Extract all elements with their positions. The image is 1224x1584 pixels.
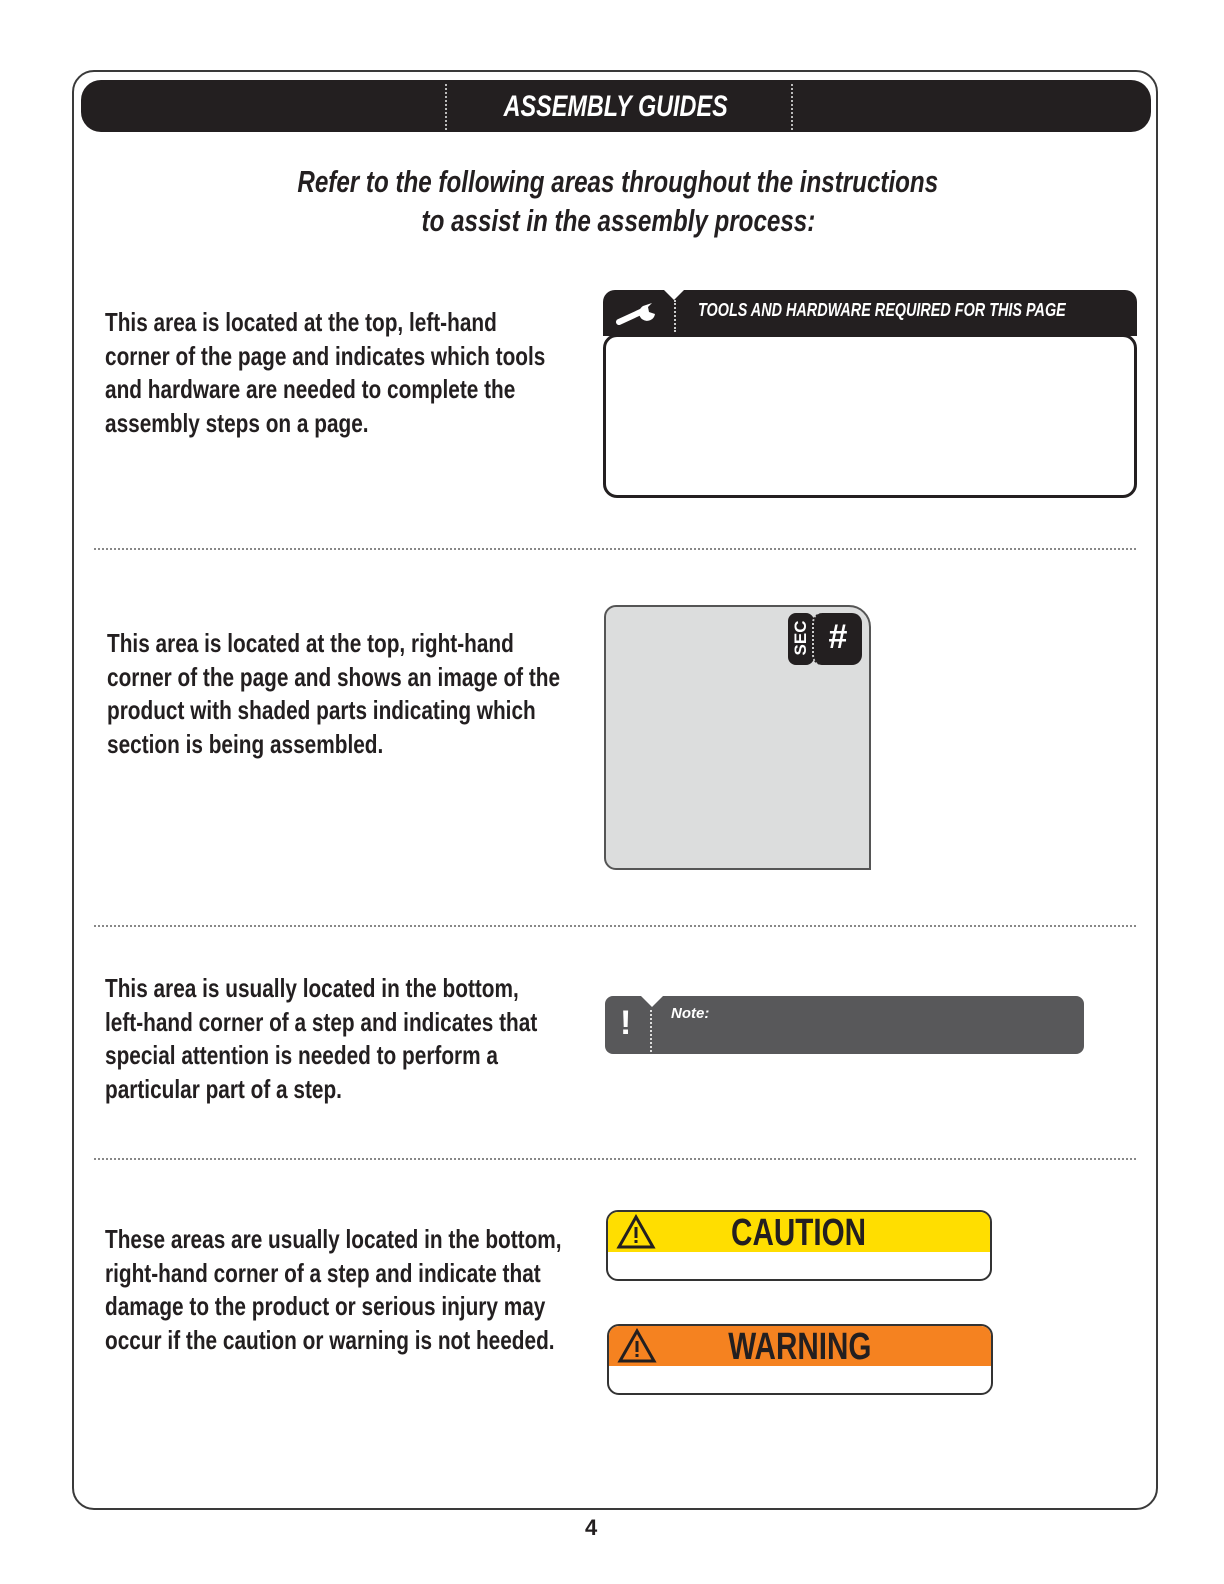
note-box — [605, 996, 1084, 1054]
caution-box — [606, 1210, 992, 1281]
text-line: damage to the product or serious injury may — [105, 1291, 546, 1321]
dotted-separator — [94, 925, 1136, 927]
note-description — [105, 972, 645, 1106]
intro-line: Refer to the following areas throughout the instructions — [297, 164, 939, 199]
intro-line: to assist in the assembly process: — [421, 203, 815, 238]
note-label: Note: — [671, 1005, 710, 1022]
wrench-icon — [615, 298, 661, 328]
section-tab — [788, 613, 814, 665]
text-line: product with shaded parts indicating which — [107, 695, 536, 725]
text-line: corner of the page and shows an image of the — [107, 661, 561, 692]
text-line: This area is usually located in the bottom, — [105, 973, 519, 1003]
warning-band — [609, 1326, 991, 1366]
text-line: assembly steps on a page. — [105, 407, 369, 438]
text-line: particular part of a step. — [105, 1073, 342, 1104]
dotted-separator — [94, 1158, 1136, 1160]
exclamation-icon: ! — [620, 1004, 632, 1042]
text-line: left-hand corner of a step and indicates that — [105, 1006, 538, 1037]
text-line: section is being assembled. — [107, 728, 384, 759]
alert-description — [105, 1223, 676, 1357]
text-line: occur if the caution or warning is not heeded. — [105, 1324, 555, 1355]
page-number: 4 — [585, 1515, 598, 1540]
divider — [674, 300, 676, 332]
tools-content-area — [603, 334, 1137, 498]
page-title: ASSEMBLY GUIDES — [503, 90, 729, 123]
section-description — [107, 627, 673, 761]
warning-box — [607, 1324, 993, 1395]
warning-label: WARNING — [728, 1326, 872, 1368]
text-line: These areas are usually located in the bottom, — [105, 1224, 562, 1254]
section-number: # — [812, 613, 862, 665]
dotted-separator — [94, 548, 1136, 550]
sec-label: SEC — [791, 620, 810, 656]
text-line: right-hand corner of a step and indicate that — [105, 1257, 541, 1288]
text-line: and hardware are needed to complete the — [105, 374, 516, 404]
caution-band — [608, 1212, 990, 1252]
tab-notch — [640, 995, 664, 1007]
tools-description — [105, 306, 655, 440]
caution-label: CAUTION — [731, 1212, 867, 1254]
tools-label: TOOLS AND HARDWARE REQUIRED FOR THIS PAGE — [698, 300, 1066, 320]
header-bar — [81, 80, 1151, 132]
tab-notch — [662, 288, 686, 300]
intro-text — [0, 162, 1224, 240]
text-line: special attention is needed to perform a — [105, 1040, 498, 1070]
divider — [650, 1010, 652, 1052]
text-line: This area is located at the top, left-hand — [105, 307, 497, 337]
text-line: corner of the page and indicates which tools — [105, 340, 546, 371]
text-line: This area is located at the top, right-hand — [107, 628, 514, 658]
